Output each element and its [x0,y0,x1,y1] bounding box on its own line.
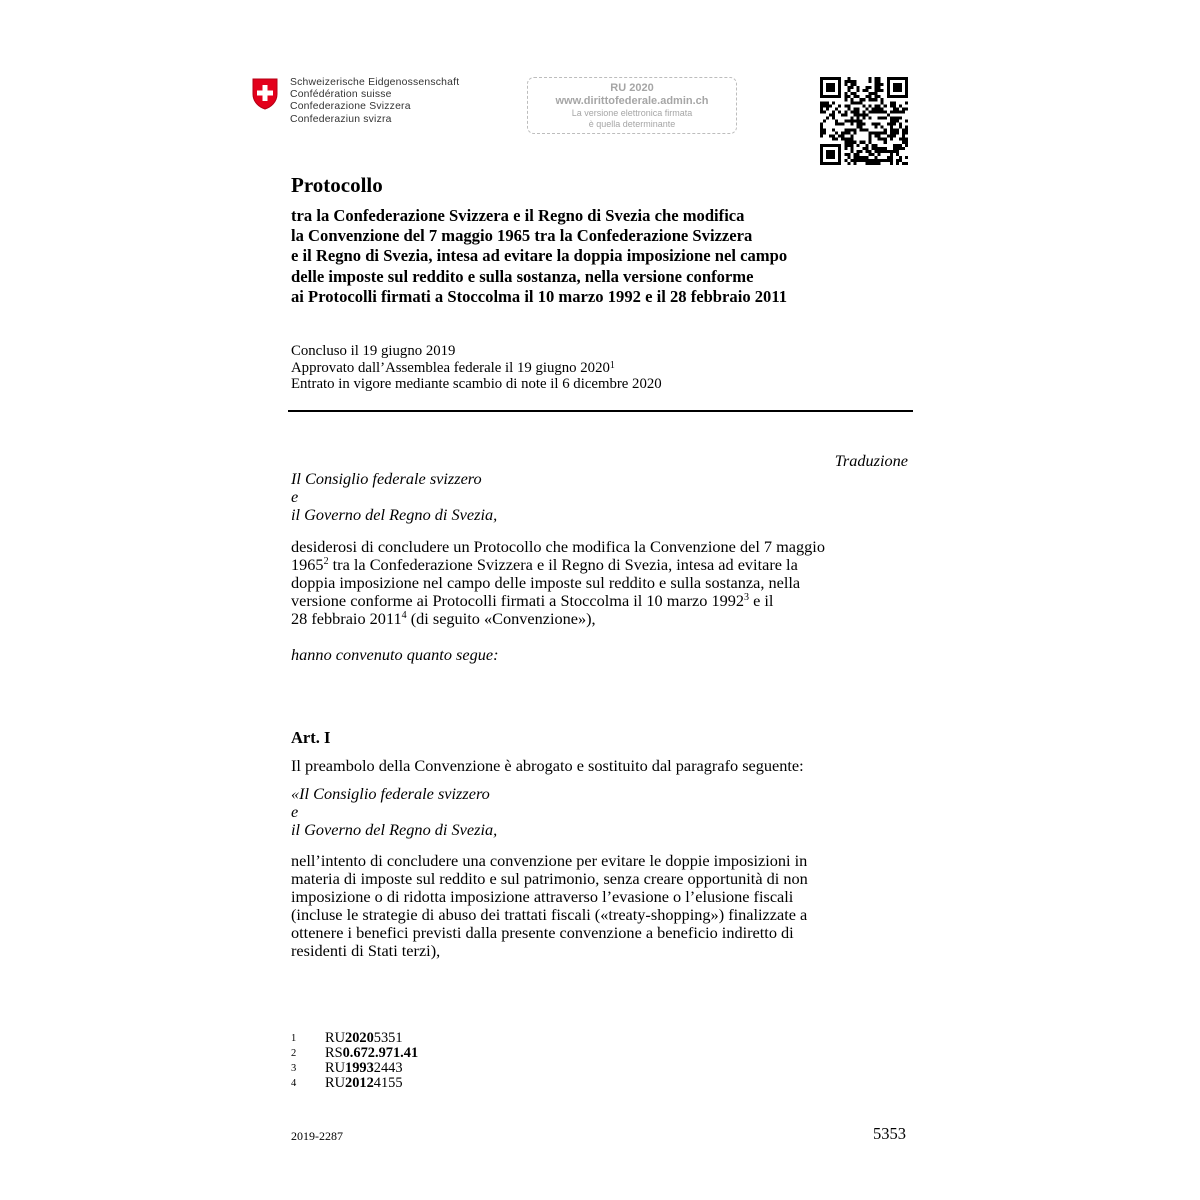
agreement-clause: hanno convenuto quanto segue: [291,645,499,664]
subtitle-line: tra la Confederazione Svizzera e il Regno di Svezia che modifica [291,206,745,225]
confederation-name-fr: Confédération suisse [290,89,392,101]
footnote-page: 5351 [373,1030,403,1046]
confederation-names [290,77,459,126]
footnote-page: 2443 [373,1060,403,1076]
stamp-note-1: La versione elettronica firmata [571,108,693,118]
footnote-number: 1 [291,1033,297,1044]
new-preamble-parties [291,785,911,839]
footnote-prefix: RU [325,1030,345,1046]
footnote-prefix: RU [325,1075,345,1091]
party-switzerland: Il Consiglio federale svizzero [291,469,482,488]
article-heading: Art. I [291,728,331,747]
footnote-volume: 1993 [345,1060,374,1076]
new-preamble-line: materia di imposte sul reddito e sul patrimonio, senza creare opportunità di non [291,869,808,888]
new-preamble-line: imposizione o di ridotta imposizione attraverso l’evasione o l’elusione fiscali [291,887,794,906]
footnote-number: 4 [291,1078,297,1089]
footnote-page: 4155 [373,1075,403,1091]
official-publication-stamp [527,77,737,134]
preamble-paragraph [291,538,911,628]
confederation-name-de: Schweizerische Eidgenossenschaft [290,77,460,88]
preamble-text: 1965 [291,555,324,574]
header-divider [288,410,913,412]
approved-date [291,360,662,377]
footnote-ref: 3 [744,592,750,603]
footnote-number: 3 [291,1063,297,1074]
preamble-line: doppia imposizione nel campo delle imposte sul reddito e sulla sostanza, nella [291,573,801,592]
translation-label: Traduzione [834,451,908,470]
footnote-volume: 0.672.971.41 [342,1045,419,1061]
preamble-text: tra la Confederazione Svizzera e il Regno di Svezia, intesa ad evitare la [328,555,798,574]
preamble-text: e il [749,591,774,610]
subtitle-line: delle imposte sul reddito e sulla sostanza, nella versione conforme [291,266,754,286]
page-number: 5353 [873,1124,906,1143]
subtitle-line: ai Protocolli firmati a Stoccolma il 10 marzo 1992 e il 28 febbraio 2011 [291,286,788,306]
new-preamble-paragraph [291,852,911,960]
document-number: 2019-2287 [291,1129,343,1143]
entry-into-force-date: Entrato in vigore mediante scambio di note il 6 dicembre 2020 [291,376,662,393]
stamp-url: www.dirittofederale.admin.ch [555,95,709,107]
contracting-parties [291,470,911,524]
confederation-name-rm: Confederaziun svizra [290,113,392,125]
subtitle-line: la Convenzione del 7 maggio 1965 tra la Confederazione Svizzera [291,226,753,246]
article-text: Il preambolo della Convenzione è abrogato e sostituito dal paragrafo seguente: [291,756,804,775]
footnote-ref: 4 [401,610,407,621]
concluded-date: Concluso il 19 giugno 2019 [291,343,456,359]
footnote-number: 2 [291,1048,297,1059]
preamble-line [291,556,911,574]
party-sweden: il Governo del Regno di Svezia, [291,505,498,524]
new-preamble-line: (incluse le strategie di abuso dei trattati fiscali («treaty-shopping») finalizzate a [291,905,808,924]
preamble-line [291,610,911,628]
footnote [291,1076,418,1091]
footnote-volume: 2020 [345,1030,374,1046]
footnotes [291,1031,418,1091]
footnote-ref: 2 [323,556,329,567]
footnote-prefix: RU [325,1060,345,1076]
preamble-text: 28 febbraio 2011 [291,609,402,628]
party-conjunction: e [291,487,299,506]
document-dates [291,343,662,393]
stamp-collection: RU 2020 [610,82,654,94]
document-title: Protocollo [291,173,383,197]
preamble-line [291,592,911,610]
footnote [291,1046,418,1061]
footnote-volume: 2012 [345,1075,374,1091]
new-preamble-line: residenti di Stati terzi), [291,941,441,960]
approved-text: Approvato dall’Assemblea federale il 19 giugno 2020 [291,359,610,376]
stamp-note-2: è quella determinante [588,119,676,129]
confederation-name-it: Confederazione Svizzera [290,101,411,113]
preamble-text: (di seguito «Convenzione»), [406,609,596,628]
party-sweden: il Governo del Regno di Svezia, [291,820,498,839]
footnote [291,1031,418,1046]
swiss-cross-shield-icon [252,78,278,110]
footnote [291,1061,418,1076]
subtitle-line: e il Regno di Svezia, intesa ad evitare la doppia imposizione nel campo [291,246,788,266]
party-conjunction: e [291,802,299,821]
new-preamble-line: ottenere i benefici previsti dalla presente convenzione a beneficio indiretto di [291,923,794,942]
footnote-prefix: RS [325,1045,343,1061]
document-subtitle [291,206,931,307]
footnote-ref: 1 [609,359,615,371]
new-preamble-line: nell’intento di concludere una convenzione per evitare le doppie imposizioni in [291,851,808,870]
preamble-text: versione conforme ai Protocolli firmati a Stoccolma il 10 marzo 1992 [291,591,745,610]
party-switzerland: «Il Consiglio federale svizzero [291,784,490,803]
qr-code-icon [820,77,908,165]
preamble-line: desiderosi di concludere un Protocollo che modifica la Convenzione del 7 maggio [291,537,825,556]
